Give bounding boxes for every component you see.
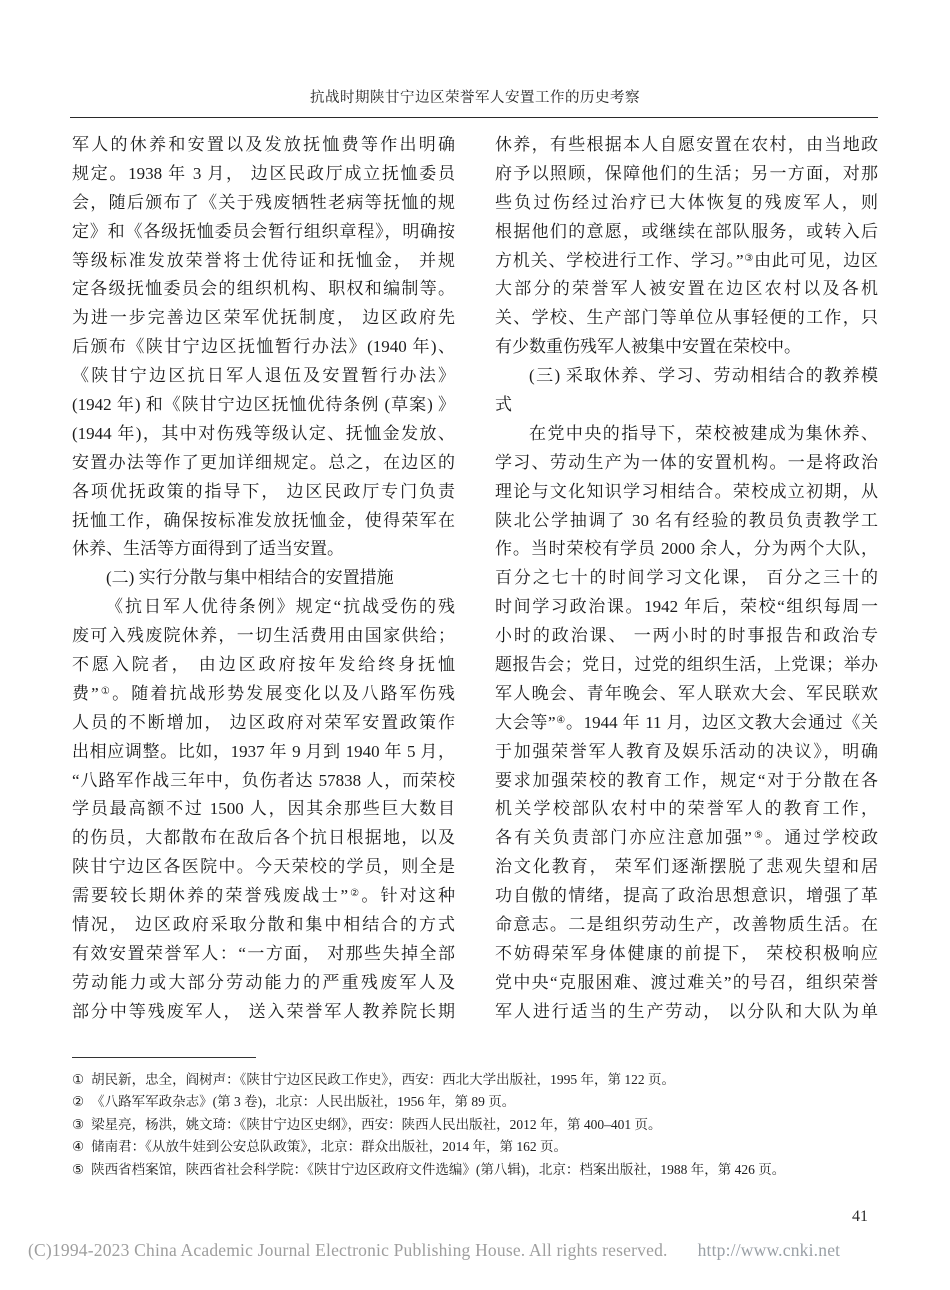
text-line: 题报告会；党日，过党的组织生活，上党课；举办 <box>495 655 878 675</box>
footnote-ref: ② <box>347 888 362 900</box>
text-line: 治文化教育， 荣军们逐渐摆脱了悲观失望和居 <box>495 857 878 877</box>
footnotes-block <box>72 1069 884 1181</box>
text-line: 抚恤工作，确保按标准发放抚恤金，使得荣军在 <box>72 510 455 530</box>
text-line: 规定。1938 年 3 月， 边区民政厅成立抚恤委员 <box>72 163 455 183</box>
text-line: (二) 实行分散与集中相结合的安置措施 <box>106 568 394 588</box>
text-line: 有效安置荣誉军人：“一方面， 对那些失掉全部 <box>72 943 455 963</box>
footnote-text: 陕西省档案馆，陕西省社会科学院：《陕甘宁边区政府文件选编》(第八辑)，北京：档案出版社，1988 年，第 426 页。 <box>91 1161 786 1177</box>
running-head-title: 抗战时期陕甘宁边区荣誉军人安置工作的历史考察 <box>310 90 640 106</box>
footnote-text: 胡民新，忠全，阎树声：《陕甘宁边区民政工作史》，西安：西北大学出版社，1995 年，第 122 页。 <box>91 1072 675 1087</box>
footnote-divider <box>72 1057 256 1058</box>
text-line: 定各级抚恤委员会的组织机构、职权和编制等。 <box>72 279 455 299</box>
copyright-text: (C)1994-2023 China Academic Journal Electronic Publishing House. All rights reserved. <box>28 1240 668 1260</box>
text-line: 在党中央的指导下，荣校被建成为集休养、 <box>529 423 878 443</box>
text-line: 理论与文化知识学习相结合。荣校成立初期，从 <box>495 481 878 501</box>
page-number: 41 <box>852 1208 868 1225</box>
footnote-marker: ④ <box>72 1139 85 1155</box>
article-body <box>72 131 878 1027</box>
text-line: 等级标准发放荣誉将士优待证和抚恤金， 并规 <box>72 250 455 270</box>
text-line: 要求加强荣校的教育工作，规定“对于分散在各 <box>495 770 878 790</box>
footnote-marker: ③ <box>72 1116 85 1132</box>
text-line: 作。当时荣校有学员 2000 余人，分为两个大队， <box>495 539 878 559</box>
text-line: (1942 年) 和《陕甘宁边区抚恤优待条例 (草案) 》 <box>72 395 455 415</box>
text-line: 有少数重伤残军人被集中安置在荣校中。 <box>495 337 801 357</box>
text-line: 费”①。随着抗战形势发展变化以及八路军伤残 <box>72 683 456 703</box>
text-line: 劳动能力或大部分劳动能力的严重残废军人及 <box>72 972 455 992</box>
text-column-right <box>495 131 878 1027</box>
footnote-marker: ① <box>72 1072 85 1087</box>
text-line: 些负过伤经过治疗已大体恢复的残废军人，则 <box>495 192 878 212</box>
text-line: 不妨碍荣军身体健康的前提下， 荣校积极响应 <box>495 943 878 963</box>
text-line: 部分中等残废军人， 送入荣誉军人教养院长期 <box>72 1001 455 1021</box>
text-line: 安置办法等作了更加详细规定。总之，在边区的 <box>72 452 455 472</box>
footnote-line <box>72 1114 884 1136</box>
text-column-left <box>72 131 455 1027</box>
text-line: 各项优抚政策的指导下， 边区民政厅专门负责 <box>72 481 455 501</box>
text-line: 机关学校部队农村中的荣誉军人的教育工作， <box>495 799 878 819</box>
text-line: 军人晚会、青年晚会、军人联欢大会、军民联欢 <box>495 683 878 703</box>
text-line: 学习、劳动生产为一体的安置机构。一是将政治 <box>495 452 878 472</box>
text-line: 府予以照顾，保障他们的生活；另一方面，对那 <box>495 163 878 183</box>
text-line: 陕北公学抽调了 30 名有经验的教员负责教学工 <box>495 510 878 530</box>
footnote-marker: ⑤ <box>72 1161 85 1177</box>
text-line: (1944 年)，其中对伤残等级认定、抚恤金发放、 <box>72 423 455 443</box>
text-line: 根据他们的意愿，或继续在部队服务，或转入后 <box>495 221 878 241</box>
cnki-footer <box>28 1240 928 1261</box>
footnote-marker: ② <box>72 1094 85 1110</box>
text-line: 方机关、学校进行工作、学习。”③由此可见，边区 <box>495 250 879 270</box>
footnote-ref: ① <box>98 685 113 697</box>
text-line: 废可入残废院休养，一切生活费用由国家供给； <box>72 626 455 646</box>
text-line: 为进一步完善边区荣军优抚制度， 边区政府先 <box>72 308 455 328</box>
text-line: 关、学校、生产部门等单位从事轻便的工作，只 <box>495 308 878 328</box>
footnote-text: 梁星亮，杨洪，姚文琦：《陕甘宁边区史纲》，西安：陕西人民出版社，2012 年，第 400–401 页。 <box>91 1116 662 1132</box>
text-line: 休养、生活等方面得到了适当安置。 <box>72 539 344 559</box>
text-line: 《陕甘宁边区抗日军人退伍及安置暂行办法》 <box>72 366 455 386</box>
footnote-text: 储南君：《从放牛娃到公安总队政策》，北京：群众出版社，2014 年，第 162 页。 <box>91 1139 567 1155</box>
footnote-text: 《八路军军政杂志》(第 3 卷)，北京：人民出版社，1956 年，第 89 页。 <box>91 1094 516 1110</box>
cnki-url[interactable]: http://www.cnki.net <box>697 1240 841 1260</box>
text-line: 小时的政治课、 一两小时的时事报告和政治专 <box>495 626 878 646</box>
text-line: (三) 采取休养、学习、劳动相结合的教养模 <box>529 366 878 386</box>
text-line: 情况， 边区政府采取分散和集中相结合的方式 <box>72 915 455 935</box>
text-line: “八路军作战三年中，负伤者达 57838 人，而荣校 <box>72 770 455 790</box>
text-line: 大部分的荣誉军人被安置在边区农村以及各机 <box>495 279 878 299</box>
text-line: 不愿入院者， 由边区政府按年发给终身抚恤 <box>72 655 455 675</box>
text-line: 出相应调整。比如，1937 年 9 月到 1940 年 5 月， <box>72 741 455 761</box>
text-line: 后颁布《陕甘宁边区抚恤暂行办法》(1940 年)、 <box>72 337 455 357</box>
footnote-line <box>72 1136 884 1158</box>
text-line: 学员最高额不过 1500 人，因其余那些巨大数目 <box>72 799 455 819</box>
text-line: 于加强荣誉军人教育及娱乐活动的决议》，明确 <box>495 741 878 761</box>
text-line: 功自傲的情绪，提高了政治思想意识，增强了革 <box>495 886 878 906</box>
footnote-ref: ③ <box>743 252 755 264</box>
text-line: 休养，有些根据本人自愿安置在农村，由当地政 <box>495 135 878 154</box>
text-line: 军人进行适当的生产劳动， 以分队和大队为单 <box>495 1001 878 1021</box>
text-line: 陕甘宁边区各医院中。今天荣校的学员，则全是 <box>72 857 455 877</box>
text-line: 《抗日军人优待条例》规定“抗战受伤的残 <box>106 597 455 617</box>
text-line: 的伤员，大都散布在敌后各个抗日根据地，以及 <box>72 828 455 848</box>
text-line: 百分之七十的时间学习文化课， 百分之三十的 <box>495 568 878 588</box>
text-line: 命意志。二是组织劳动生产，改善物质生活。在 <box>495 915 878 935</box>
text-line: 党中央“克服困难、渡过难关”的号召，组织荣誉 <box>495 972 878 992</box>
header-rule <box>70 117 878 118</box>
text-line: 定》和《各级抚恤委员会暂行组织章程》，明确按 <box>72 221 455 241</box>
footnote-ref: ⑤ <box>751 830 766 842</box>
footnote-line <box>72 1091 884 1113</box>
text-line: 各有关负责部门亦应注意加强”⑤。通过学校政 <box>495 828 879 848</box>
text-line: 大会等”④。1944 年 11 月，边区文教大会通过《关 <box>495 712 879 732</box>
text-line: 需要较长期休养的荣誉残废战士”②。针对这种 <box>72 886 456 906</box>
text-line: 会，随后颁布了《关于残废牺牲老病等抚恤的规 <box>72 192 455 212</box>
text-line: 人员的不断增加， 边区政府对荣军安置政策作 <box>72 712 455 732</box>
text-line: 时间学习政治课。1942 年后，荣校“组织每周一 <box>495 597 878 617</box>
footnote-ref: ④ <box>555 714 566 726</box>
footnote-line <box>72 1159 884 1181</box>
footnote-line <box>72 1069 884 1091</box>
text-line: 式 <box>495 395 512 415</box>
text-line: 军人的休养和安置以及发放抚恤费等作出明确 <box>72 135 455 154</box>
